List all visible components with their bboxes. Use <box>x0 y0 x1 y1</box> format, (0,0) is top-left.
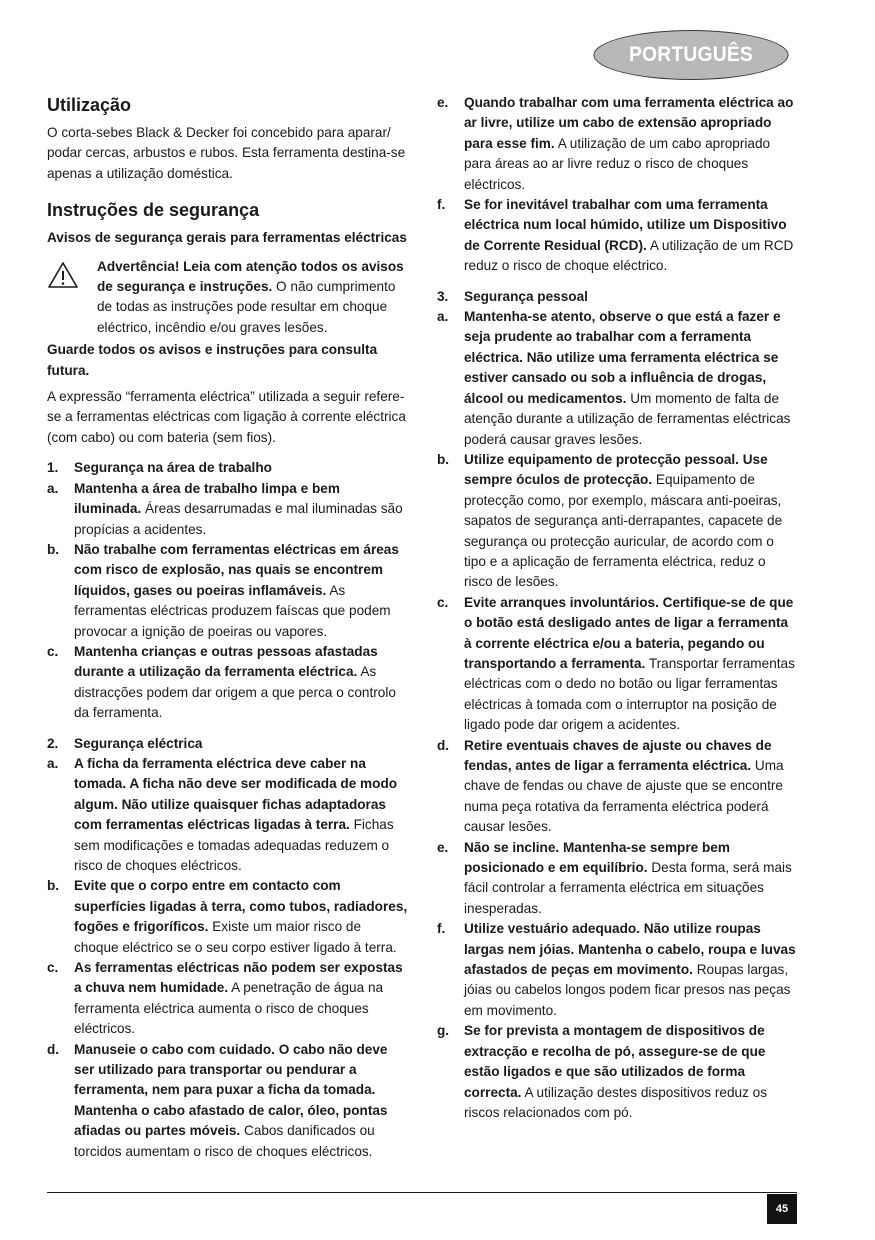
list-item: a. A ficha da ferramenta eléctrica deve caber na tomada. A ficha não deve ser modificada de modo algum. Não utilize quaisquer fichas adaptadoras com ferramentas eléctricas ligadas à terra. Fichas sem modificações e tomadas adequadas reduzem o risco de choques eléctricos. <box>47 755 398 873</box>
section-heading: 3. Segurança pessoal <box>437 288 588 304</box>
utilizacao-heading: Utilização <box>47 95 132 115</box>
safety-heading: Instruções de segurança <box>47 200 260 221</box>
list-item: f. Se for inevitável trabalhar com uma ferramenta eléctrica num local húmido, utilize um Dispositivo de Corrente Residual (RCD). A utilização de um RCD reduz o risco de choque eléctrico. <box>437 197 794 274</box>
list-item: d. Manuseie o cabo com cuidado. O cabo não deve ser utilizado para transportar ou pendurar a ferramenta, nem para puxar a ficha da tomada. Mantenha o cabo afastado de calor, óleo, pontas afiadas ou partes móveis. Cabos danificados ou torcidos aumentam o risco de choques eléctricos. <box>47 1041 388 1159</box>
page-number: 45 <box>767 1194 797 1224</box>
warning-bold: Advertência! Leia com atenção todos os avisos de segurança e instruções. <box>97 258 404 295</box>
general-warnings-heading: Avisos de segurança gerais para ferramentas eléctricas <box>47 230 407 246</box>
right-column <box>437 93 797 1123</box>
footer-rule <box>47 1192 797 1193</box>
list-item: g. Se for prevista a montagem de dispositivos de extracção e recolha de pó, assegure-se de que estão ligados e que são utilizados de forma correcta. A utilização destes dispositivos reduz os riscos relacionados com pó. <box>437 1023 768 1120</box>
list-item: c. Mantenha crianças e outras pessoas afastadas durante a utilização da ferramenta eléctrica. As distracções podem dar origem a que perca o controlo da ferramenta. <box>47 643 396 721</box>
keep-notice: Guarde todos os avisos e instruções para consulta futura. <box>47 342 378 378</box>
list-item: b. Utilize equipamento de protecção pessoal. Use sempre óculos de protecção. Equipamento de protecção como, por exemplo, máscara anti-poeiras, sapatos de segurança anti-derrapantes, capacete de segurança ou protecção auricular, de acordo com o tipo e a aplicação de ferramenta eléctrica, reduz o risco de lesões. <box>437 451 783 590</box>
warning-triangle-icon <box>47 257 97 339</box>
list-item: d. Retire eventuais chaves de ajuste ou chaves de fendas, antes de ligar a ferramenta eléctrica. Uma chave de fendas ou chave de ajuste que se encontre numa peça rotativa da ferramenta eléctrica poderá causar lesões. <box>437 737 784 835</box>
language-badge: PORTUGUÊS <box>593 30 788 80</box>
expression-paragraph: A expressão “ferramenta eléctrica” utilizada a seguir refere-se a ferramentas eléctricas com ligação à corrente eléctrica (com cabo) ou com bateria (sem fios). <box>47 389 406 445</box>
list-item: f. Utilize vestuário adequado. Não utilize roupas largas nem jóias. Mantenha o cabelo, roupa e luvas afastados de peças em movimento. Roupas largas, jóias ou cabelos longos podem ficar presos nas peças em movimento. <box>437 921 796 1018</box>
left-column <box>47 93 409 1162</box>
warning-body: O não cumprimento de todas as instruções pode resultar em choque eléctrico, incêndio e/ou graves lesões. <box>97 279 396 335</box>
list-item: e. Não se incline. Mantenha-se sempre bem posicionado e em equilíbrio. Desta forma, será mais fácil controlar a ferramenta eléctrica em situações inesperadas. <box>437 839 792 916</box>
utilizacao-paragraph: O corta-sebes Black & Decker foi concebido para aparar/ podar cercas, arbustos e rubos. Esta ferramenta destina-se apenas a utilização doméstica. <box>47 125 406 181</box>
list-item: b. Evite que o corpo entre em contacto com superfícies ligadas à terra, como tubos, radiadores, fogões e frigoríficos. Existe um maior risco de choque eléctrico se o seu corpo estiver ligado à terra. <box>47 878 408 955</box>
section-heading: 2. Segurança eléctrica <box>47 735 203 751</box>
warning-text <box>97 257 409 339</box>
list-item: a. Mantenha-se atento, observe o que está a fazer e seja prudente ao trabalhar com a ferramenta eléctrica. Não utilize uma ferramenta eléctrica se estiver cansado ou sob a influência de drogas, álcool ou medicamentos. Um momento de falta de atenção durante a utilização de ferramentas eléctricas poderá causar graves lesões. <box>437 309 791 447</box>
list-item: e. Quando trabalhar com uma ferramenta eléctrica ao ar livre, utilize um cabo de extensão apropriado para esse fim. A utilização de um cabo apropriado para áreas ao ar livre reduz o risco de choques eléctricos. <box>437 95 794 192</box>
list-item: a. Mantenha a área de trabalho limpa e bem iluminada. Áreas desarrumadas e mal iluminadas são propícias a acidentes. <box>47 480 403 537</box>
section-heading: 1. Segurança na área de trabalho <box>47 460 272 476</box>
list-item: b. Não trabalhe com ferramentas eléctricas em áreas com risco de explosão, nas quais se encontrem líquidos, gases ou poeiras inflamáveis. As ferramentas eléctricas produzem faíscas que podem provocar a ignição de poeiras ou vapores. <box>47 541 399 639</box>
list-item: c. Evite arranques involuntários. Certifique-se de que o botão está desligado antes de ligar a ferramenta à corrente eléctrica e/ou a bateria, pegando ou transportando a ferramenta. Transportar ferramentas eléctricas com o dedo no botão ou ligar ferramentas eléctricas à tomada com o interruptor na posição de ligado pode dar origem a acidentes. <box>437 594 795 733</box>
list-item: c. As ferramentas eléctricas não podem ser expostas a chuva nem humidade. A penetração de água na ferramenta eléctrica aumenta o risco de choques eléctricos. <box>47 960 403 1037</box>
warning-block <box>47 257 409 339</box>
